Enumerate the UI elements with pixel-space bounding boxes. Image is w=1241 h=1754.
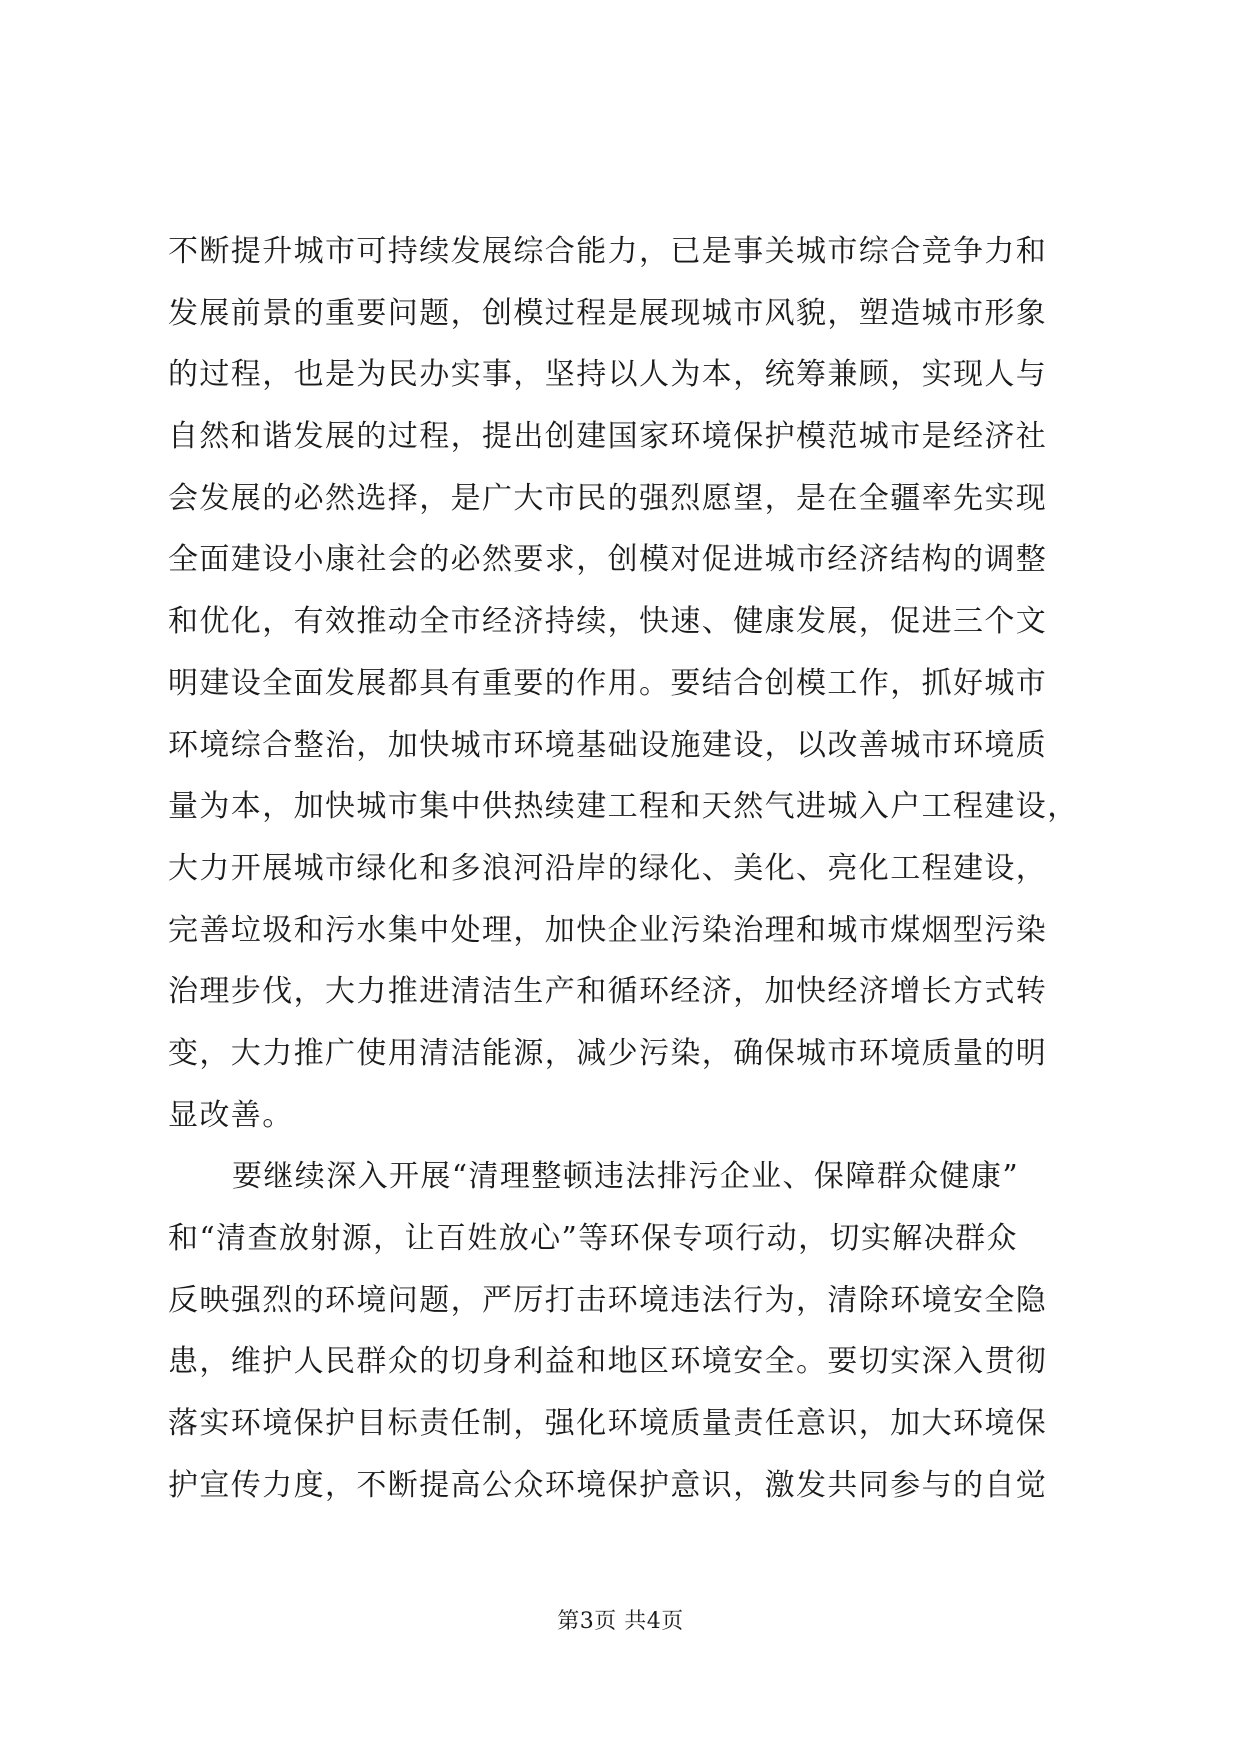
text-line: 和“清查放射源，让百姓放心”等环保专项行动，切实解决群众 bbox=[168, 1221, 1018, 1256]
text-line: 自然和谐发展的过程，提出创建国家环境保护模范城市是经济社 bbox=[168, 419, 1048, 455]
text-line: 明建设全面发展都具有重要的作用。要结合创模工作，抓好城市 bbox=[168, 665, 1048, 701]
text-line: 完善垃圾和污水集中处理，加快企业污染治理和城市煤烟型污染 bbox=[168, 912, 1048, 948]
text-line: 不断提升城市可持续发展综合能力，已是事关城市综合竞争力和 bbox=[168, 234, 1048, 269]
text-line: 全面建设小康社会的必然要求，创模对促进城市经济结构的调整 bbox=[168, 542, 1048, 578]
text-line: 变，大力推广使用清洁能源，减少污染，确保城市环境质量的明 bbox=[168, 1035, 1048, 1071]
text-line: 发展前景的重要问题，创模过程是展现城市风貌，塑造城市形象 bbox=[168, 295, 1048, 331]
text-line: 环境综合整治，加快城市环境基础设施建设，以改善城市环境质 bbox=[168, 727, 1048, 763]
text-line: 患，维护人民群众的切身利益和地区环境安全。要切实深入贯彻 bbox=[168, 1344, 1048, 1380]
page-number-footer: 第3页 共4页 bbox=[557, 1609, 684, 1634]
paragraph-start-line: 要继续深入开展“清理整顿违法排污企业、保障群众健康” bbox=[232, 1159, 1020, 1195]
text-line: 护宣传力度，不断提高公众环境保护意识，激发共同参与的自觉 bbox=[168, 1467, 1048, 1503]
text-line: 量为本，加快城市集中供热续建工程和天然气进城入户工程建设， bbox=[168, 789, 1079, 825]
text-line: 大力开展城市绿化和多浪河沿岸的绿化、美化、亮化工程建设， bbox=[168, 850, 1048, 886]
text-line: 的过程，也是为民办实事，坚持以人为本，统筹兼顾，实现人与 bbox=[168, 357, 1048, 393]
text-line: 和优化，有效推动全市经济持续，快速、健康发展，促进三个文 bbox=[168, 604, 1048, 640]
text-line: 落实环境保护目标责任制，强化环境质量责任意识，加大环境保 bbox=[168, 1406, 1048, 1442]
body-text bbox=[168, 232, 1088, 1527]
text-line: 反映强烈的环境问题，严厉打击环境违法行为，清除环境安全隐 bbox=[168, 1282, 1048, 1318]
text-line: 治理步伐，大力推进清洁生产和循环经济，加快经济增长方式转 bbox=[168, 974, 1048, 1010]
text-line: 会发展的必然选择，是广大市民的强烈愿望，是在全疆率先实现 bbox=[168, 480, 1048, 516]
text-line: 显改善。 bbox=[168, 1097, 294, 1133]
